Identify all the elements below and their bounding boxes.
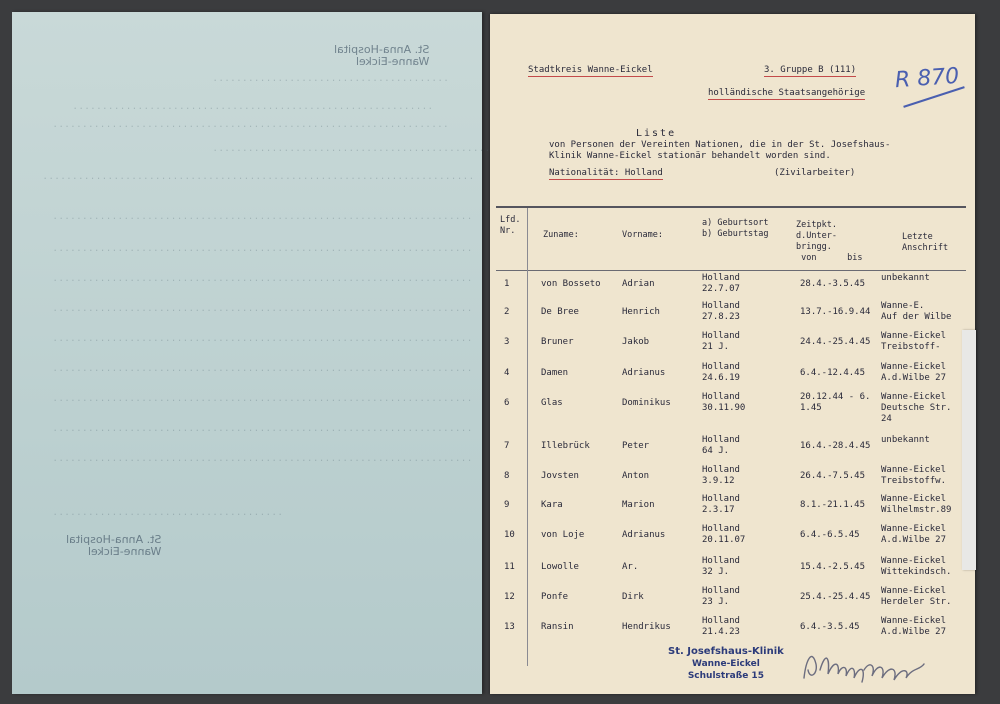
ref-code: R 870 <box>894 63 961 94</box>
row-surname: Jovsten <box>541 471 579 481</box>
row-firstname: Marion <box>622 500 655 510</box>
left-stamp-line1-bottom: St. Anna-Hospital <box>66 533 162 546</box>
row-birth-date: 21.4.23 <box>702 627 740 637</box>
row-surname: von Loje <box>541 530 585 540</box>
stamp-line2: Wanne-Eickel <box>691 659 760 669</box>
table-nr-column-rule <box>527 208 528 666</box>
row-address-line1: Wanne-Eickel <box>881 586 947 596</box>
left-stamp-line2: Wanne-Eickel <box>355 55 430 68</box>
row-address-line1: Wanne-E. <box>881 301 925 311</box>
row-address-line1: unbekannt <box>881 273 930 283</box>
row-nr: 3 <box>504 337 510 347</box>
row-surname: Lowolle <box>541 562 579 572</box>
row-birth-place: Holland <box>702 586 740 596</box>
row-period: 25.4.-25.4.45 <box>800 592 871 602</box>
row-firstname: Anton <box>622 471 650 481</box>
row-firstname: Henrich <box>622 307 660 317</box>
row-nr: 13 <box>504 622 515 632</box>
row-address-line2: A.d.Wilbe 27 <box>881 373 947 383</box>
table-header-rule <box>496 270 966 271</box>
row-firstname: Hendrikus <box>622 622 671 632</box>
row-period: 8.1.-21.1.45 <box>800 500 866 510</box>
row-birth-date: 23 J. <box>702 597 730 607</box>
row-period: 28.4.-3.5.45 <box>800 279 866 289</box>
row-nr: 4 <box>504 368 510 378</box>
row-surname: Kara <box>541 500 563 510</box>
row-period: 20.12.44 - 6. 1.45 <box>800 392 871 413</box>
row-address-line1: Wanne-Eickel <box>881 331 947 341</box>
row-address-line2: Auf der Wilbe <box>881 312 952 322</box>
row-period: 26.4.-7.5.45 <box>800 471 866 481</box>
column-header-nr: Lfd. Nr. <box>500 215 521 236</box>
row-nr: 9 <box>504 500 510 510</box>
left-stamp-mirrored-top <box>334 44 429 68</box>
row-surname: Bruner <box>541 337 574 347</box>
row-birth-place: Holland <box>702 273 740 283</box>
row-surname: Illebrück <box>541 441 590 451</box>
row-birth-place: Holland <box>702 392 740 402</box>
row-period: 6.4.-3.5.45 <box>800 622 860 632</box>
row-surname: Ponfe <box>541 592 569 602</box>
row-address-line2: Deutsche Str. 24 <box>881 403 952 424</box>
row-birth-date: 27.8.23 <box>702 312 740 322</box>
left-stamp-line1: St. Anna-Hospital <box>334 43 430 56</box>
stamp-line3: Schulstraße 15 <box>687 671 764 681</box>
table-top-rule <box>496 206 966 208</box>
row-birth-place: Holland <box>702 465 740 475</box>
row-surname: Damen <box>541 368 569 378</box>
row-nr: 12 <box>504 592 515 602</box>
column-header-birth: a) Geburtsort b) Geburtstag <box>702 218 769 239</box>
row-period: 24.4.-25.4.45 <box>800 337 871 347</box>
row-period: 15.4.-2.5.45 <box>800 562 866 572</box>
title-line1: von Personen der Vereinten Nationen, die in der St. Josefshaus- <box>549 140 891 150</box>
row-birth-date: 30.11.90 <box>702 403 746 413</box>
row-firstname: Dirk <box>622 592 644 602</box>
left-stamp-mirrored-bottom <box>66 534 161 558</box>
district-label: Stadtkreis Wanne-Eickel <box>528 65 653 75</box>
row-address-line2: Treibstoffw. <box>881 476 947 486</box>
row-address-line1: Wanne-Eickel <box>881 616 947 626</box>
row-surname: De Bree <box>541 307 579 317</box>
column-header-surname: Zuname: <box>543 230 579 240</box>
row-birth-date: 24.6.19 <box>702 373 740 383</box>
row-nr: 1 <box>504 279 510 289</box>
row-address-line1: Wanne-Eickel <box>881 362 947 372</box>
nationality-label: Nationalität: Holland <box>549 168 663 178</box>
row-nr: 8 <box>504 471 510 481</box>
left-page: St. Anna-Hospital Wanne-Eickel St. Anna-Hospital Wanne-Eickel ........................................ ............................................................. ................................................................... ............................................... ......................................................................... ....................................................................... ....................................................................... ....................................................................... ....................................................................... ....................................................................... ....................................................................... ....................................................................... ....................................................................... ....................................................................... ....................................... <box>12 12 482 694</box>
row-address-line2: Herdeler Str. <box>881 597 952 607</box>
row-firstname: Adrian <box>622 279 655 289</box>
row-birth-place: Holland <box>702 301 740 311</box>
row-address-line2: A.d.Wilbe 27 <box>881 535 947 545</box>
nationality-group-label: holländische Staatsangehörige <box>708 88 866 98</box>
row-surname: Ransin <box>541 622 574 632</box>
row-birth-date: 64 J. <box>702 446 730 456</box>
row-address-line1: Wanne-Eickel <box>881 465 947 475</box>
row-firstname: Adrianus <box>622 530 666 540</box>
row-firstname: Adrianus <box>622 368 666 378</box>
row-birth-place: Holland <box>702 331 740 341</box>
stamp-line1: St. Josefshaus-Klinik <box>668 646 784 657</box>
clinic-stamp <box>668 646 784 682</box>
row-address-line2: Wilhelmstr.89 <box>881 505 952 515</box>
row-nr: 10 <box>504 530 515 540</box>
row-birth-place: Holland <box>702 435 740 445</box>
row-address-line2: A.d.Wilbe 27 <box>881 627 947 637</box>
row-birth-date: 32 J. <box>702 567 730 577</box>
list-heading: Liste <box>636 128 677 139</box>
row-address-line1: Wanne-Eickel <box>881 524 947 534</box>
row-nr: 7 <box>504 441 510 451</box>
row-birth-place: Holland <box>702 494 740 504</box>
row-period: 6.4.-6.5.45 <box>800 530 860 540</box>
row-firstname: Dominikus <box>622 398 671 408</box>
row-nr: 11 <box>504 562 515 572</box>
row-firstname: Peter <box>622 441 650 451</box>
row-birth-place: Holland <box>702 362 740 372</box>
row-surname: Glas <box>541 398 563 408</box>
column-header-address: Letzte Anschrift <box>902 232 949 253</box>
row-birth-date: 3.9.12 <box>702 476 735 486</box>
row-address-line1: Wanne-Eickel <box>881 392 947 402</box>
row-address-line1: Wanne-Eickel <box>881 494 947 504</box>
row-address-line2: Treibstoff- <box>881 342 941 352</box>
row-birth-place: Holland <box>702 616 740 626</box>
row-birth-date: 22.7.07 <box>702 284 740 294</box>
row-birth-place: Holland <box>702 524 740 534</box>
row-surname: von Bosseto <box>541 279 601 289</box>
column-header-period: Zeitpkt. d.Unter- bringg. von bis <box>796 220 863 263</box>
attached-paper-strip <box>962 330 976 570</box>
row-address-line1: unbekannt <box>881 435 930 445</box>
left-stamp-line2-bottom: Wanne-Eickel <box>87 545 162 558</box>
row-address-line1: Wanne-Eickel <box>881 556 947 566</box>
row-firstname: Jakob <box>622 337 650 347</box>
row-period: 16.4.-28.4.45 <box>800 441 871 451</box>
row-birth-date: 21 J. <box>702 342 730 352</box>
row-nr: 2 <box>504 307 510 317</box>
row-birth-place: Holland <box>702 556 740 566</box>
column-header-firstname: Vorname: <box>622 230 663 240</box>
category-label: (Zivilarbeiter) <box>774 168 856 178</box>
row-period: 6.4.-12.4.45 <box>800 368 866 378</box>
row-period: 13.7.-16.9.44 <box>800 307 871 317</box>
group-label: 3. Gruppe B (111) <box>764 65 857 75</box>
row-address-line2: Wittekindsch. <box>881 567 952 577</box>
row-birth-date: 2.3.17 <box>702 505 735 515</box>
row-birth-date: 20.11.07 <box>702 535 746 545</box>
signature <box>800 640 930 686</box>
row-firstname: Ar. <box>622 562 639 572</box>
row-nr: 6 <box>504 398 510 408</box>
title-line2: Klinik Wanne-Eickel stationär behandelt worden sind. <box>549 151 831 161</box>
